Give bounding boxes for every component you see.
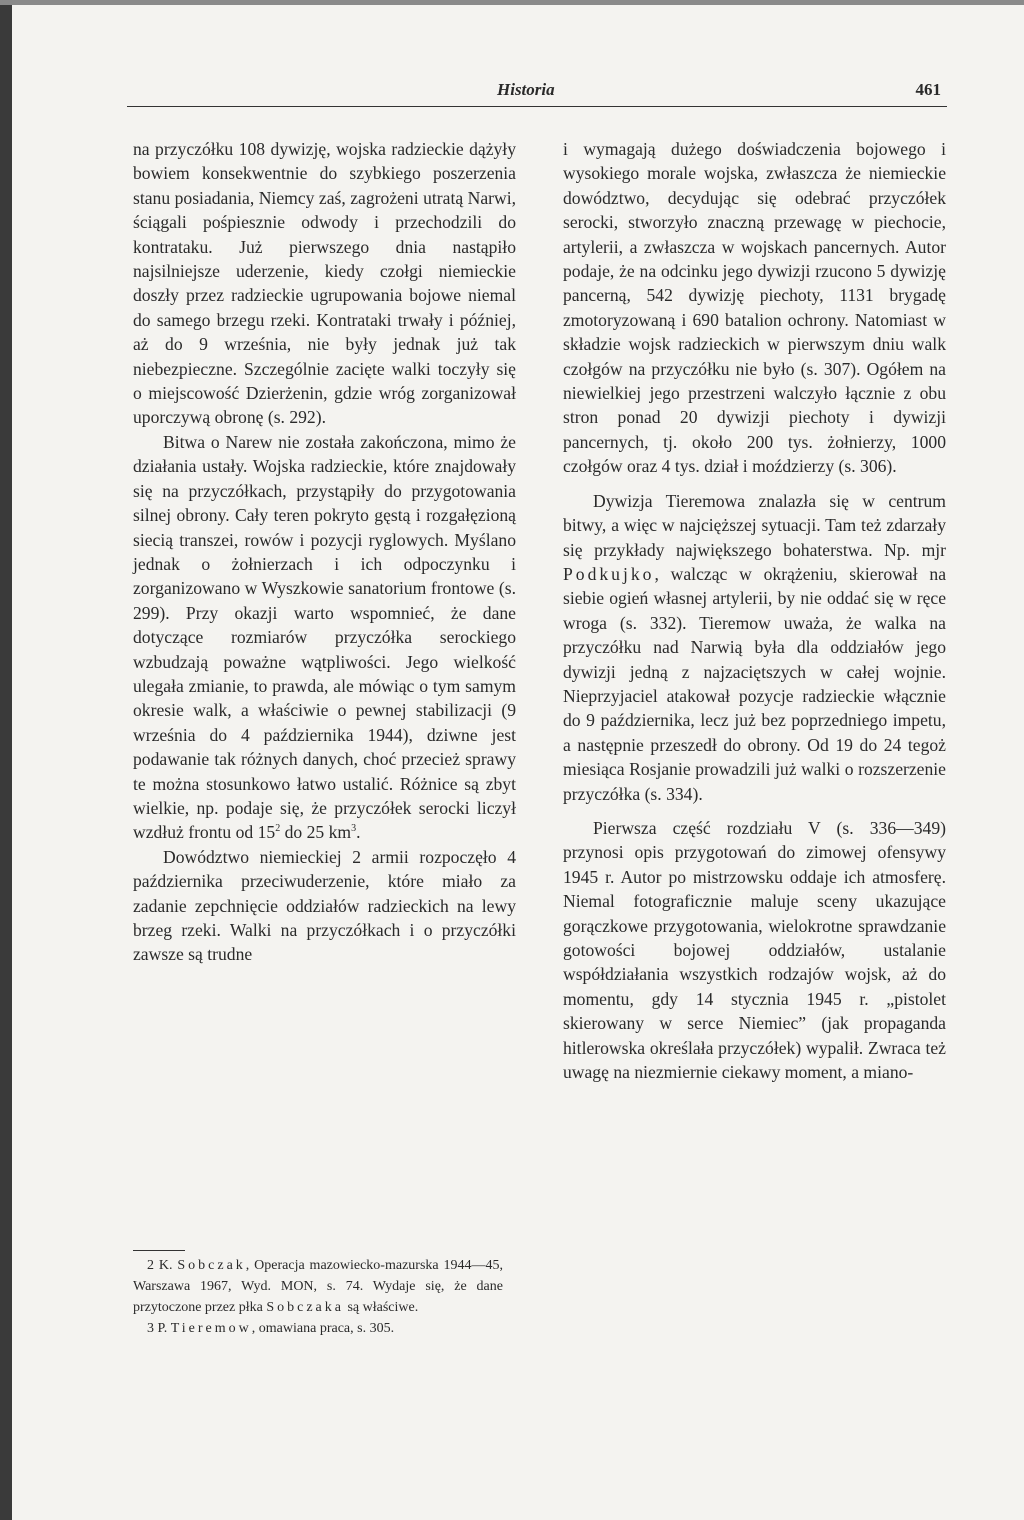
paragraph: Dowództwo niemieckiej 2 armii rozpoczęło 4 października przeciwuderzenie, które miało za zadanie zepchnięcie oddziałów radzieckich na lewy brzeg rzeki. Walki na przyczółkach i o przyczółki zawsze są trudne <box>133 846 516 965</box>
footnote <box>133 1255 503 1318</box>
paragraph-text: . <box>356 822 361 843</box>
paragraph <box>133 430 516 845</box>
footnote-ref: 3 <box>351 823 357 835</box>
page-header <box>127 78 947 107</box>
footnote-ref: 2 <box>275 823 281 835</box>
footnote-author: Tieremow <box>170 1321 252 1336</box>
paragraph-text: , walcząc w okrążeniu, skierował na siebie ogień własnej artylerii, by nie oddać się w ręce wroga (s. 332). Tieremow uważa, że walka na przyczółku nad Narwią była dla oddziałów jego dywizji jedną z najzaciętszych w całej wojnie. Nieprzyjaciel atakował pozycje radzieckie włącznie do 9 października, lecz już bez poprzedniego impetu, a następnie przeszedł do obrony. Od 19 do 24 tegoż miesiąca Rosjanie prowadzili już walki o rozszerzenie przyczółka (s. 334). <box>563 563 946 804</box>
footnote-mark: 3 <box>147 1321 154 1336</box>
scan-top-edge <box>0 0 1024 5</box>
footnotes <box>133 1250 503 1339</box>
footnote-text: , omawiana praca, s. 305. <box>251 1321 395 1336</box>
right-column <box>563 137 946 1084</box>
page-number: 461 <box>915 80 941 99</box>
footnote-rule <box>133 1250 185 1251</box>
paragraph <box>563 489 946 806</box>
footnote-text: są właściwe. <box>343 1300 419 1315</box>
paragraph: na przyczółku 108 dywizję, wojska radzieckie dążyły bowiem konsekwentnie do szybkiego poszerzenia stanu posiadania, Niemcy zaś, zagrożeni utratą Narwi, ściągali pośpiesznie odwody i przechodzili do kontrataku. Już pierwszego dnia nastąpiło najsilniejsze uderzenie, kiedy czołgi niemieckie doszły przez radzieckie ugrupowania bojowe niemal do samego brzegu rzeki. Kontrataki trwały i później, aż do 9 września, nie były jednak już tak niebezpieczne. Szczególnie zacięte walki toczyły się o miejscowość Dzierżenin, gdzie wróg zorganizował uporczywą obronę (s. 292). <box>133 139 516 428</box>
paragraph: i wymagają dużego doświadczenia bojowego i wysokiego morale wojska, zwłaszcza że niemieckie dowództwo, decydując się odebrać przyczółek serocki, stworzyło znaczną przewagę w piechocie, artylerii, a zwłaszcza w wojskach pancernych. Autor podaje, że na odcinku jego dywizji rzucono 5 dywizję pancerną, 542 dywizję piechoty, 1131 brygadę zmotoryzowaną i 690 batalion ochrony. Natomiast w składzie wojsk radzieckich w pierwszym dniu walk czołgów na przyczółku nie było (s. 307). Ogółem na niewielkiej jego przestrzeni walczyło łącznie z obu stron ponad 20 dywizji piechoty i dywizji pancernych, tj. około 200 tys. żołnierzy, 1000 czołgów oraz 4 tys. dział i moździerzy (s. 306). <box>563 139 946 477</box>
scan-edge <box>0 0 12 1520</box>
spaced-name: Podkujko <box>563 563 655 584</box>
footnote-text: K. <box>158 1258 178 1273</box>
footnote-mark: 2 <box>147 1258 154 1273</box>
footnote-text: P. <box>157 1321 171 1336</box>
footnote <box>133 1318 503 1339</box>
paragraph-text: Dywizja Tieremowa znalazła się w centrum bitwy, a więc w najcięższej sytuacji. Tam też zdarzały się przykłady największego bohaterstwa. Np. mjr <box>563 490 946 560</box>
footnote-text: , Operacja mazowiecko-mazurska 1944—45, Warszawa 1967, Wyd. MON, s. 74. Wydaje się, że dane przytoczone przez płka <box>133 1258 503 1315</box>
footnote-author: Sobczaka <box>266 1300 344 1315</box>
footnote-author: Sobczak <box>177 1258 246 1273</box>
running-title: Historia <box>497 80 555 99</box>
paragraph: Pierwsza część rozdziału V (s. 336—349) przynosi opis przygotowań do zimowej ofensywy 1945 r. Autor po mistrzowsku oddaje ich atmosferę. Niemal fotograficznie maluje sceny ukazujące gorączkowe przygotowania, wielokrotne sprawdzanie gotowości bojowej oddziałów, ustalanie współdziałania wszystkich rodzajów wojsk, aż do momentu, gdy 14 stycznia 1945 r. „pistolet skierowany w serce Niemiec” (jak propaganda hitlerowska określała przyczółek) wypalił. Zwraca też uwagę na niezmiernie ciekawy moment, a miano- <box>563 817 946 1083</box>
paragraph-text: do 25 km <box>280 822 352 843</box>
left-column <box>133 137 516 967</box>
paragraph-text: Bitwa o Narew nie została zakończona, mimo że działania ustały. Wojska radzieckie, które znajdowały się na przyczółkach, przystąpiły do przygotowania silnej obrony. Cały teren pokryto gęstą i rozgałęzioną siecią transzei, rowów i pozycji ryglowych. Myślano jednak o żołnierzach i ich odpoczynku i zorganizowano w Wyszkowie sanatorium frontowe (s. 299). Przy okazji warto wspomnieć, że dane dotyczące rozmiarów przyczółka serockiego wzbudzają poważne wątpliwości. Jego wielkość ulegała zmianie, to prawda, ale mówiąc o tym samym okresie walk, a właściwie o pewnej stabilizacji (9 września do 4 października 1944), dziwne jest podawanie tak różnych danych, choć przecież sprawy te można stosunkowo łatwo ustalić. Różnice są zbyt wielkie, np. podaje się, że przyczółek serocki liczył wzdłuż frontu od 15 <box>133 431 516 843</box>
